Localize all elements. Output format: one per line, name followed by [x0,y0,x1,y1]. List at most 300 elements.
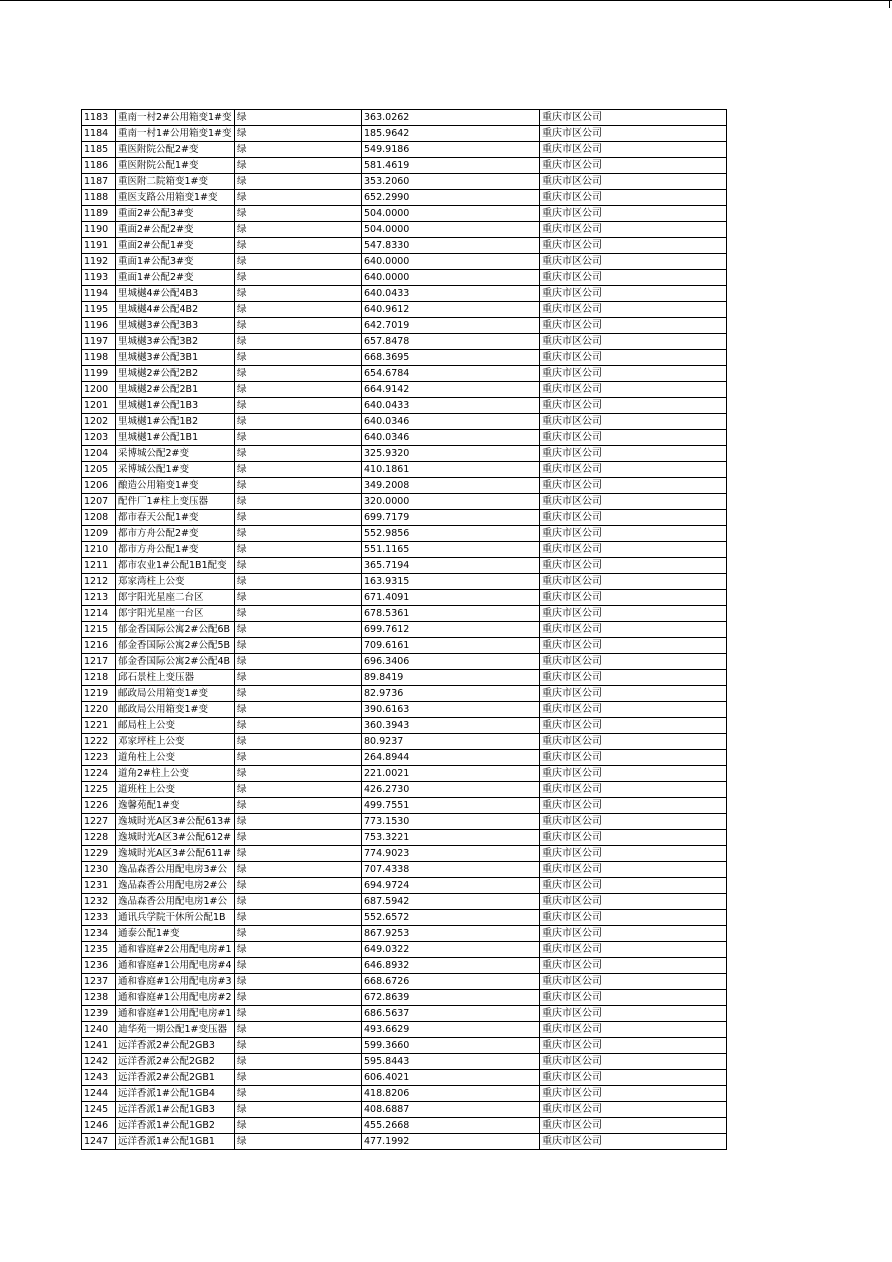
company-cell: 重庆市区公司 [540,430,727,446]
value-cell: 652.2990 [362,190,540,206]
status-cell: 绿 [235,398,362,414]
transformer-name-cell: 郁金香国际公寓2#公配4B [116,654,235,670]
row-number-cell: 1243 [82,1070,116,1086]
row-number-cell: 1223 [82,750,116,766]
table-row [82,478,727,494]
table-row [82,862,727,878]
status-cell: 绿 [235,190,362,206]
status-cell: 绿 [235,334,362,350]
value-cell: 640.0433 [362,398,540,414]
company-cell: 重庆市区公司 [540,1022,727,1038]
company-cell: 重庆市区公司 [540,686,727,702]
row-number-cell: 1230 [82,862,116,878]
company-cell: 重庆市区公司 [540,830,727,846]
value-cell: 365.7194 [362,558,540,574]
table-row [82,398,727,414]
status-cell: 绿 [235,542,362,558]
transformer-name-cell: 道角2#柱上公变 [116,766,235,782]
table-row [82,990,727,1006]
transformer-name-cell: 重面1#公配2#变 [116,270,235,286]
table-row [82,686,727,702]
value-cell: 80.9237 [362,734,540,750]
transformer-name-cell: 逸品森香公用配电房2#公 [116,878,235,894]
value-cell: 664.9142 [362,382,540,398]
transformer-name-cell: 远洋香派2#公配2GB1 [116,1070,235,1086]
company-cell: 重庆市区公司 [540,1070,727,1086]
table-row [82,494,727,510]
transformer-name-cell: 都市春天公配1#变 [116,510,235,526]
company-cell: 重庆市区公司 [540,542,727,558]
status-cell: 绿 [235,910,362,926]
row-number-cell: 1221 [82,718,116,734]
value-cell: 163.9315 [362,574,540,590]
table-row [82,958,727,974]
value-cell: 640.0346 [362,414,540,430]
value-cell: 504.0000 [362,206,540,222]
transformer-name-cell: 通和睿庭#1公用配电房#2 [116,990,235,1006]
table-row [82,734,727,750]
status-cell: 绿 [235,270,362,286]
table-row [82,718,727,734]
value-cell: 696.3406 [362,654,540,670]
table-row [82,1134,727,1150]
transformer-name-cell: 远洋香派1#公配1GB4 [116,1086,235,1102]
company-cell: 重庆市区公司 [540,526,727,542]
row-number-cell: 1234 [82,926,116,942]
status-cell: 绿 [235,110,362,126]
table-row [82,926,727,942]
transformer-name-cell: 都市方舟公配1#变 [116,542,235,558]
value-cell: 552.9856 [362,526,540,542]
row-number-cell: 1218 [82,670,116,686]
company-cell: 重庆市区公司 [540,878,727,894]
row-number-cell: 1189 [82,206,116,222]
row-number-cell: 1224 [82,766,116,782]
status-cell: 绿 [235,494,362,510]
row-number-cell: 1229 [82,846,116,862]
company-cell: 重庆市区公司 [540,318,727,334]
value-cell: 694.9724 [362,878,540,894]
row-number-cell: 1225 [82,782,116,798]
transformer-name-cell: 里城樾1#公配1B2 [116,414,235,430]
row-number-cell: 1227 [82,814,116,830]
company-cell: 重庆市区公司 [540,254,727,270]
transformer-name-cell: 邱石景柱上变压器 [116,670,235,686]
value-cell: 671.4091 [362,590,540,606]
table-row [82,750,727,766]
row-number-cell: 1233 [82,910,116,926]
row-number-cell: 1217 [82,654,116,670]
status-cell: 绿 [235,862,362,878]
transformer-name-cell: 逸馨苑配1#变 [116,798,235,814]
company-cell: 重庆市区公司 [540,398,727,414]
row-number-cell: 1220 [82,702,116,718]
company-cell: 重庆市区公司 [540,894,727,910]
table-row [82,254,727,270]
table-row [82,430,727,446]
table-row [82,142,727,158]
company-cell: 重庆市区公司 [540,414,727,430]
value-cell: 709.6161 [362,638,540,654]
status-cell: 绿 [235,750,362,766]
row-number-cell: 1194 [82,286,116,302]
company-cell: 重庆市区公司 [540,958,727,974]
status-cell: 绿 [235,414,362,430]
value-cell: 646.8932 [362,958,540,974]
status-cell: 绿 [235,286,362,302]
table-row [82,1118,727,1134]
value-cell: 606.4021 [362,1070,540,1086]
company-cell: 重庆市区公司 [540,734,727,750]
table-row [82,286,727,302]
row-number-cell: 1193 [82,270,116,286]
status-cell: 绿 [235,702,362,718]
company-cell: 重庆市区公司 [540,1102,727,1118]
company-cell: 重庆市区公司 [540,478,727,494]
table-row [82,222,727,238]
transformer-name-cell: 里城樾1#公配1B3 [116,398,235,414]
table-row [82,366,727,382]
value-cell: 477.1992 [362,1134,540,1150]
status-cell: 绿 [235,974,362,990]
company-cell: 重庆市区公司 [540,926,727,942]
company-cell: 重庆市区公司 [540,174,727,190]
company-cell: 重庆市区公司 [540,350,727,366]
transformer-name-cell: 逸品森香公用配电房3#公 [116,862,235,878]
status-cell: 绿 [235,142,362,158]
value-cell: 774.9023 [362,846,540,862]
status-cell: 绿 [235,126,362,142]
row-number-cell: 1214 [82,606,116,622]
company-cell: 重庆市区公司 [540,574,727,590]
status-cell: 绿 [235,1038,362,1054]
transformer-name-cell: 重医附院公配2#变 [116,142,235,158]
company-cell: 重庆市区公司 [540,1086,727,1102]
transformer-name-cell: 郑家湾柱上公变 [116,574,235,590]
row-number-cell: 1184 [82,126,116,142]
company-cell: 重庆市区公司 [540,590,727,606]
row-number-cell: 1246 [82,1118,116,1134]
value-cell: 753.3221 [362,830,540,846]
table-row [82,942,727,958]
transformer-name-cell: 通和睿庭#1公用配电房#3 [116,974,235,990]
status-cell: 绿 [235,654,362,670]
transformer-name-cell: 郁金香国际公寓2#公配5B [116,638,235,654]
table-row [82,446,727,462]
status-cell: 绿 [235,478,362,494]
transformer-name-cell: 里城樾1#公配1B1 [116,430,235,446]
table-body [82,110,727,1150]
value-cell: 640.0000 [362,254,540,270]
status-cell: 绿 [235,814,362,830]
transformer-name-cell: 重面2#公配1#变 [116,238,235,254]
transformer-name-cell: 配件厂1#柱上变压器 [116,494,235,510]
row-number-cell: 1185 [82,142,116,158]
transformer-name-cell: 里城樾3#公配3B2 [116,334,235,350]
row-number-cell: 1198 [82,350,116,366]
company-cell: 重庆市区公司 [540,446,727,462]
row-number-cell: 1211 [82,558,116,574]
table-row [82,830,727,846]
company-cell: 重庆市区公司 [540,622,727,638]
row-number-cell: 1240 [82,1022,116,1038]
transformer-name-cell: 重面1#公配3#变 [116,254,235,270]
table-row [82,1006,727,1022]
status-cell: 绿 [235,926,362,942]
transformer-name-cell: 道班柱上公变 [116,782,235,798]
row-number-cell: 1237 [82,974,116,990]
value-cell: 390.6163 [362,702,540,718]
value-cell: 353.2060 [362,174,540,190]
table-row [82,638,727,654]
company-cell: 重庆市区公司 [540,846,727,862]
value-cell: 82.9736 [362,686,540,702]
status-cell: 绿 [235,622,362,638]
table-row [82,206,727,222]
value-cell: 320.0000 [362,494,540,510]
transformer-name-cell: 重南一村1#公用箱变1#变 [116,126,235,142]
status-cell: 绿 [235,238,362,254]
transformer-name-cell: 重医附院公配1#变 [116,158,235,174]
status-cell: 绿 [235,1118,362,1134]
value-cell: 668.3695 [362,350,540,366]
company-cell: 重庆市区公司 [540,702,727,718]
company-cell: 重庆市区公司 [540,750,727,766]
transformer-name-cell: 里城樾2#公配2B1 [116,382,235,398]
row-number-cell: 1247 [82,1134,116,1150]
company-cell: 重庆市区公司 [540,190,727,206]
row-number-cell: 1232 [82,894,116,910]
transformer-name-cell: 都市方舟公配2#变 [116,526,235,542]
transformer-name-cell: 逸品森香公用配电房1#公 [116,894,235,910]
status-cell: 绿 [235,670,362,686]
row-number-cell: 1208 [82,510,116,526]
row-number-cell: 1202 [82,414,116,430]
table-row [82,1070,727,1086]
transformer-name-cell: 都市农业1#公配1B1配变 [116,558,235,574]
company-cell: 重庆市区公司 [540,110,727,126]
row-number-cell: 1187 [82,174,116,190]
row-number-cell: 1216 [82,638,116,654]
transformer-name-cell: 邮政局公用箱变1#变 [116,686,235,702]
company-cell: 重庆市区公司 [540,606,727,622]
transformer-name-cell: 重医支路公用箱变1#变 [116,190,235,206]
value-cell: 89.8419 [362,670,540,686]
company-cell: 重庆市区公司 [540,286,727,302]
table-row [82,1054,727,1070]
company-cell: 重庆市区公司 [540,270,727,286]
transformer-name-cell: 通和睿庭#1公用配电房#4 [116,958,235,974]
company-cell: 重庆市区公司 [540,814,727,830]
table-row [82,318,727,334]
transformer-name-cell: 里城樾4#公配4B2 [116,302,235,318]
transformer-table [81,109,727,1150]
row-number-cell: 1210 [82,542,116,558]
value-cell: 657.8478 [362,334,540,350]
value-cell: 551.1165 [362,542,540,558]
table-row [82,126,727,142]
status-cell: 绿 [235,350,362,366]
transformer-name-cell: 采博城公配2#变 [116,446,235,462]
company-cell: 重庆市区公司 [540,910,727,926]
company-cell: 重庆市区公司 [540,670,727,686]
table-row [82,846,727,862]
table-row [82,238,727,254]
row-number-cell: 1219 [82,686,116,702]
company-cell: 重庆市区公司 [540,1054,727,1070]
status-cell: 绿 [235,558,362,574]
row-number-cell: 1235 [82,942,116,958]
status-cell: 绿 [235,846,362,862]
status-cell: 绿 [235,206,362,222]
row-number-cell: 1245 [82,1102,116,1118]
status-cell: 绿 [235,526,362,542]
transformer-name-cell: 重面2#公配3#变 [116,206,235,222]
row-number-cell: 1226 [82,798,116,814]
company-cell: 重庆市区公司 [540,974,727,990]
value-cell: 408.6887 [362,1102,540,1118]
company-cell: 重庆市区公司 [540,1134,727,1150]
company-cell: 重庆市区公司 [540,494,727,510]
row-number-cell: 1190 [82,222,116,238]
table-row [82,542,727,558]
status-cell: 绿 [235,510,362,526]
status-cell: 绿 [235,302,362,318]
company-cell: 重庆市区公司 [540,990,727,1006]
value-cell: 699.7179 [362,510,540,526]
value-cell: 426.2730 [362,782,540,798]
table-row [82,606,727,622]
transformer-name-cell: 重面2#公配2#变 [116,222,235,238]
value-cell: 686.5637 [362,1006,540,1022]
company-cell: 重庆市区公司 [540,462,727,478]
value-cell: 363.0262 [362,110,540,126]
status-cell: 绿 [235,574,362,590]
transformer-name-cell: 远洋香派1#公配1GB1 [116,1134,235,1150]
transformer-name-cell: 道角柱上公变 [116,750,235,766]
company-cell: 重庆市区公司 [540,382,727,398]
value-cell: 552.6572 [362,910,540,926]
row-number-cell: 1201 [82,398,116,414]
company-cell: 重庆市区公司 [540,222,727,238]
row-number-cell: 1197 [82,334,116,350]
value-cell: 349.2008 [362,478,540,494]
value-cell: 649.0322 [362,942,540,958]
value-cell: 773.1530 [362,814,540,830]
status-cell: 绿 [235,606,362,622]
value-cell: 640.0000 [362,270,540,286]
value-cell: 549.9186 [362,142,540,158]
table-row [82,622,727,638]
status-cell: 绿 [235,318,362,334]
company-cell: 重庆市区公司 [540,158,727,174]
status-cell: 绿 [235,446,362,462]
status-cell: 绿 [235,1134,362,1150]
status-cell: 绿 [235,382,362,398]
table-row [82,174,727,190]
status-cell: 绿 [235,1022,362,1038]
status-cell: 绿 [235,1006,362,1022]
table-row [82,334,727,350]
status-cell: 绿 [235,1054,362,1070]
value-cell: 668.6726 [362,974,540,990]
value-cell: 499.7551 [362,798,540,814]
table-row [82,766,727,782]
company-cell: 重庆市区公司 [540,558,727,574]
table-row [82,190,727,206]
transformer-name-cell: 郎宇阳光星座一台区 [116,606,235,622]
table-row [82,302,727,318]
row-number-cell: 1215 [82,622,116,638]
table-row [82,526,727,542]
status-cell: 绿 [235,718,362,734]
row-number-cell: 1204 [82,446,116,462]
table-row [82,702,727,718]
status-cell: 绿 [235,894,362,910]
value-cell: 264.8944 [362,750,540,766]
table-row [82,814,727,830]
table-row [82,270,727,286]
table-row [82,1022,727,1038]
status-cell: 绿 [235,158,362,174]
company-cell: 重庆市区公司 [540,718,727,734]
company-cell: 重庆市区公司 [540,1038,727,1054]
transformer-name-cell: 郎宇阳光星座二台区 [116,590,235,606]
company-cell: 重庆市区公司 [540,366,727,382]
status-cell: 绿 [235,686,362,702]
transformer-name-cell: 逸城时光A区3#公配611# [116,846,235,862]
row-number-cell: 1186 [82,158,116,174]
transformer-name-cell: 远洋香派2#公配2GB2 [116,1054,235,1070]
company-cell: 重庆市区公司 [540,862,727,878]
row-number-cell: 1239 [82,1006,116,1022]
row-number-cell: 1238 [82,990,116,1006]
status-cell: 绿 [235,766,362,782]
status-cell: 绿 [235,462,362,478]
company-cell: 重庆市区公司 [540,142,727,158]
value-cell: 325.9320 [362,446,540,462]
transformer-name-cell: 邮局柱上公变 [116,718,235,734]
transformer-name-cell: 通和睿庭#2公用配电房#1 [116,942,235,958]
transformer-name-cell: 邓家坪柱上公变 [116,734,235,750]
value-cell: 410.1861 [362,462,540,478]
value-cell: 221.0021 [362,766,540,782]
table-row [82,782,727,798]
company-cell: 重庆市区公司 [540,206,727,222]
status-cell: 绿 [235,366,362,382]
row-number-cell: 1228 [82,830,116,846]
status-cell: 绿 [235,798,362,814]
transformer-name-cell: 远洋香派1#公配1GB2 [116,1118,235,1134]
company-cell: 重庆市区公司 [540,510,727,526]
table-row [82,1038,727,1054]
row-number-cell: 1192 [82,254,116,270]
row-number-cell: 1188 [82,190,116,206]
value-cell: 640.0433 [362,286,540,302]
row-number-cell: 1203 [82,430,116,446]
value-cell: 360.3943 [362,718,540,734]
table-row [82,382,727,398]
row-number-cell: 1209 [82,526,116,542]
transformer-name-cell: 通讯兵学院干休所公配1B [116,910,235,926]
company-cell: 重庆市区公司 [540,1118,727,1134]
value-cell: 595.8443 [362,1054,540,1070]
value-cell: 687.5942 [362,894,540,910]
value-cell: 654.6784 [362,366,540,382]
table-row [82,558,727,574]
status-cell: 绿 [235,734,362,750]
transformer-name-cell: 里城樾3#公配3B1 [116,350,235,366]
